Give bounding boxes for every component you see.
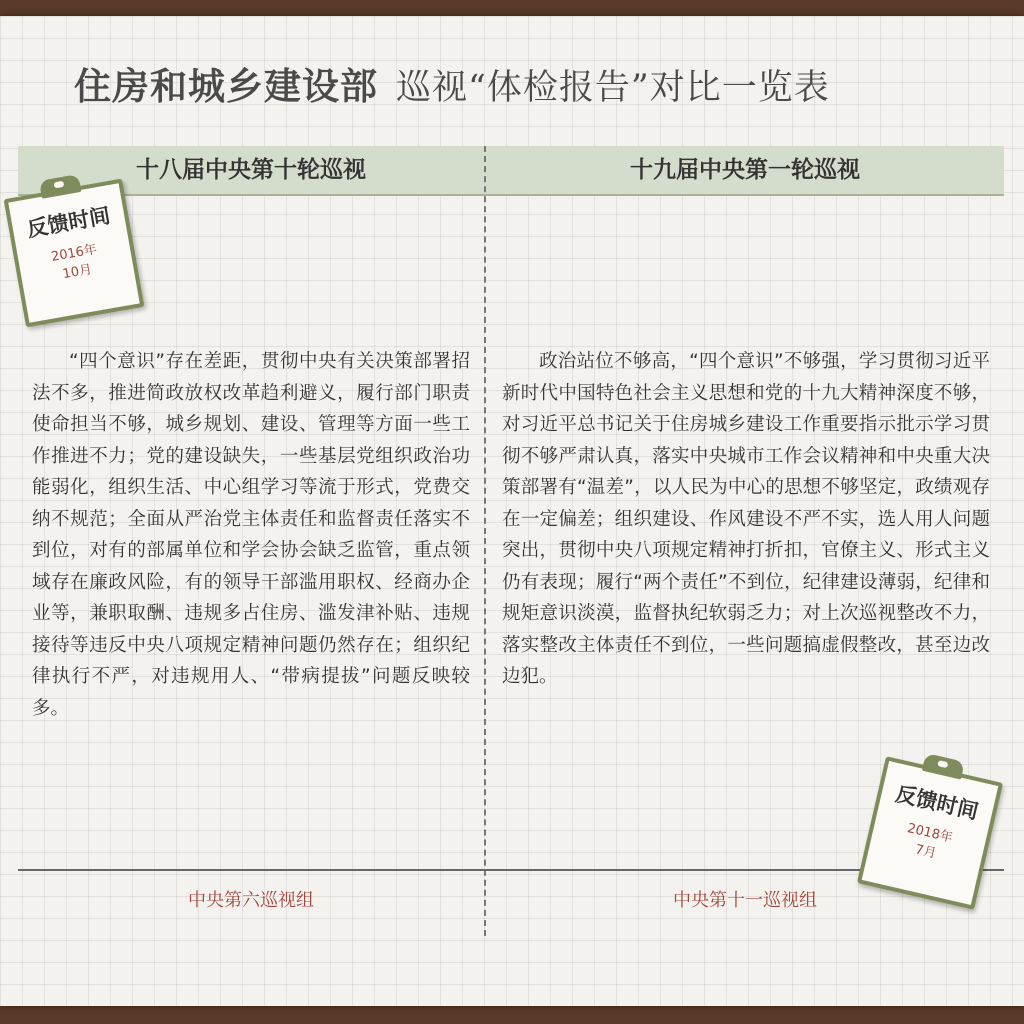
column-divider xyxy=(484,146,486,936)
tag-label: 反馈时间 xyxy=(893,781,981,824)
tag-date xyxy=(17,234,134,291)
tag-label: 反馈时间 xyxy=(25,203,113,242)
footer-divider xyxy=(18,869,1004,871)
footer-left: 中央第六巡视组 xyxy=(188,890,314,911)
footer-right: 中央第十一巡视组 xyxy=(673,890,817,911)
feedback-time-tag-left xyxy=(4,179,145,328)
clip-icon xyxy=(922,753,965,780)
grid-paper-background xyxy=(0,16,1024,1006)
column-text-right: 政治站位不够高，“四个意识”不够强，学习贯彻习近平新时代中国特色社会主义思想和党的十九大精神深度不够，对习近平总书记关于住房城乡建设工作重要指示批示学习贯彻不够严肃认真，落实中央城市工作会议精神和中央重大决策部署有“温差”，以人民为中心的思想不够坚定，政绩观存在一定偏差；组织建设、作风建设不严不实，选人用人问题突出，贯彻中央八项规定精神打折扣，官僚主义、形式主义仍有表现；履行“两个责任”不到位，纪律建设薄弱，纪律和规矩意识淡漠，监督执纪软弱乏力；对上次巡视整改不力，落实整改主体责任不到位，一些问题搞虚假整改，甚至边改边犯。 xyxy=(502,351,990,687)
page-title xyxy=(74,56,1004,116)
tag-month: 7月 xyxy=(913,842,938,862)
column-text-left: “四个意识”存在差距，贯彻中央有关决策部署招法不多，推进简政放权改革趋利避义，履行部门职责使命担当不够，城乡规划、建设、管理等方面一些工作推进不力；党的建设缺失，一些基层党组织政治功能弱化，组织生活、中心组学习等流于形式，党费交纳不规范；全面从严治党主体责任和监督责任落实不到位，对有的部属单位和学会协会缺乏监管，重点领域存在廉政风险，有的领导干部滥用职权、经商办企业等，兼职取酬、违规多占住房、滥发津补贴、违规接待等违反中央八项规定精神问题仍然存在；组织纪律执行不严，对违规用人、“带病提拔”问题反映较多。 xyxy=(32,351,470,719)
column-heading-left: 十八届中央第十轮巡视 xyxy=(136,157,366,183)
title-sub: 巡视“体检报告”对比一览表 xyxy=(396,68,830,108)
column-heading-right: 十九届中央第一轮巡视 xyxy=(630,157,860,183)
title-main: 住房和城乡建设部 xyxy=(74,65,378,108)
tag-year: 2018年 xyxy=(905,820,955,846)
tag-year: 2016年 xyxy=(50,242,99,265)
tag-month: 10月 xyxy=(61,262,94,283)
